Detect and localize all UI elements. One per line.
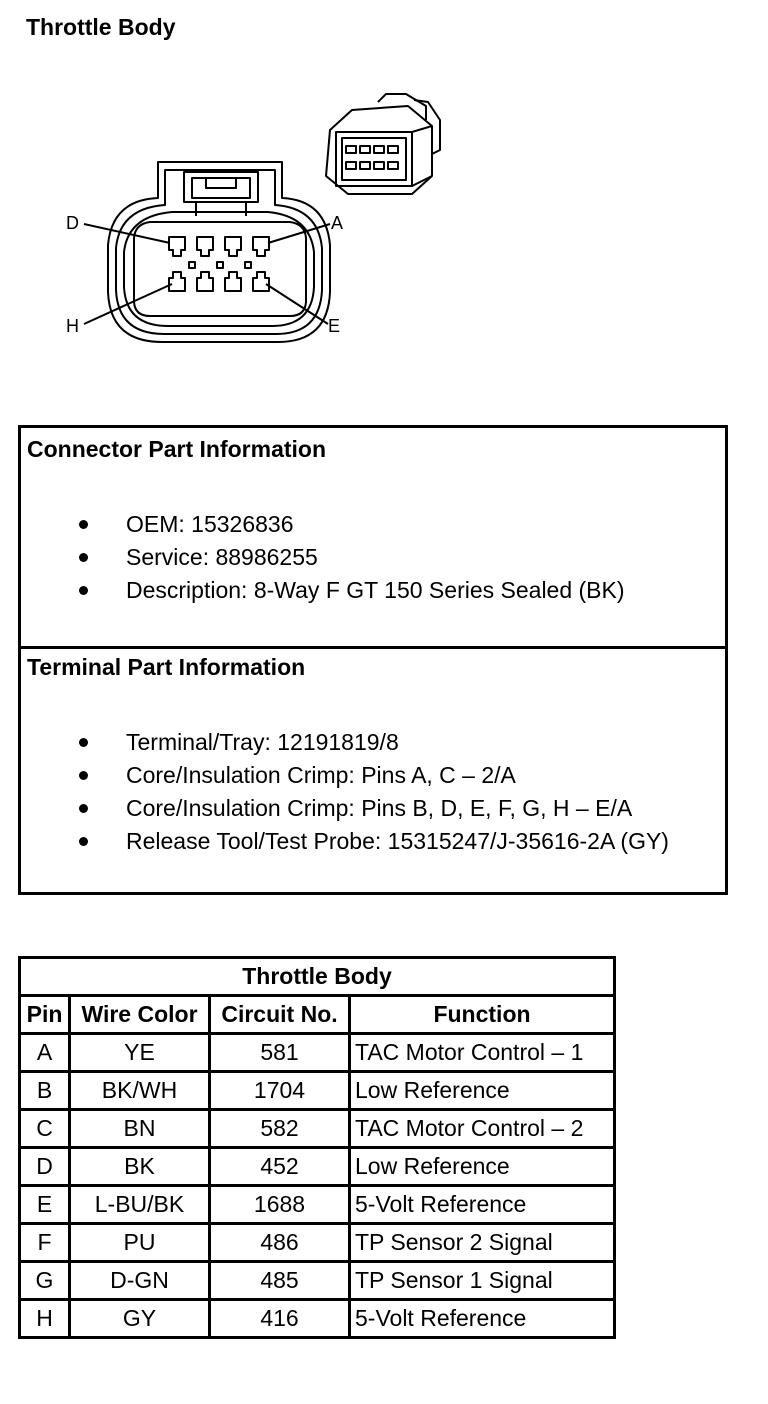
bullet-icon: [79, 586, 88, 595]
list-item: OEM: 15326836: [21, 508, 725, 541]
circuit-cell: 486: [210, 1224, 350, 1262]
wire-color-cell: YE: [70, 1034, 210, 1072]
list-item: Core/Insulation Crimp: Pins B, D, E, F, G, H – E/A: [21, 792, 725, 825]
function-cell: TAC Motor Control – 1: [350, 1034, 615, 1072]
pin-cell: F: [20, 1224, 70, 1262]
circuit-cell: 1688: [210, 1186, 350, 1224]
table-row: [20, 1262, 615, 1300]
function-cell: 5-Volt Reference: [350, 1300, 615, 1338]
wire-color-cell: BK/WH: [70, 1072, 210, 1110]
table-row: [20, 1186, 615, 1224]
table-caption: Throttle Body: [20, 958, 615, 996]
connector-info-heading: Connector Part Information: [27, 436, 327, 462]
bullet-icon: [79, 738, 88, 747]
circuit-cell: 582: [210, 1110, 350, 1148]
connector-part-info: [21, 428, 725, 649]
list-item: Service: 88986255: [21, 541, 725, 574]
pin-label-e: E: [328, 316, 341, 336]
circuit-cell: 581: [210, 1034, 350, 1072]
table-row: [20, 1300, 615, 1338]
wire-color-cell: BN: [70, 1110, 210, 1148]
page-title: Throttle Body: [26, 14, 176, 40]
pin-cell: E: [20, 1186, 70, 1224]
circuit-cell: 452: [210, 1148, 350, 1186]
table-row: [20, 1110, 615, 1148]
list-item: Description: 8-Way F GT 150 Series Sealed (BK): [21, 574, 725, 607]
pin-cell: D: [20, 1148, 70, 1186]
connector-info-list: [21, 508, 725, 607]
list-item: Core/Insulation Crimp: Pins A, C – 2/A: [21, 759, 725, 792]
table-row: [20, 1224, 615, 1262]
list-item: Release Tool/Test Probe: 15315247/J-35616-2A (GY): [21, 825, 725, 858]
bullet-icon: [79, 771, 88, 780]
wire-color-cell: D-GN: [70, 1262, 210, 1300]
top-pin-row: [169, 237, 269, 256]
bullet-icon: [79, 837, 88, 846]
table-row: [20, 1072, 615, 1110]
circuit-cell: 416: [210, 1300, 350, 1338]
column-header-function: Function: [350, 996, 615, 1034]
function-cell: TP Sensor 2 Signal: [350, 1224, 615, 1262]
pin-cell: B: [20, 1072, 70, 1110]
bullet-icon: [79, 520, 88, 529]
wire-color-cell: PU: [70, 1224, 210, 1262]
pin-table: [18, 956, 616, 1339]
part-info-box: [18, 425, 728, 895]
table-row: [20, 1148, 615, 1186]
column-header-pin: Pin: [20, 996, 70, 1034]
pin-cell: A: [20, 1034, 70, 1072]
column-header-circuit-no: Circuit No.: [210, 996, 350, 1034]
function-cell: Low Reference: [350, 1072, 615, 1110]
column-header-wire-color: Wire Color: [70, 996, 210, 1034]
bottom-pin-row: [169, 272, 269, 291]
bullet-icon: [79, 553, 88, 562]
terminal-part-info: [21, 646, 725, 892]
pin-label-a: A: [331, 213, 344, 233]
circuit-cell: 485: [210, 1262, 350, 1300]
pin-label-h: H: [66, 316, 79, 336]
pin-cell: G: [20, 1262, 70, 1300]
pin-label-d: D: [66, 213, 79, 233]
circuit-cell: 1704: [210, 1072, 350, 1110]
terminal-info-list: [21, 726, 725, 858]
wire-color-cell: BK: [70, 1148, 210, 1186]
list-item: Terminal/Tray: 12191819/8: [21, 726, 725, 759]
function-cell: Low Reference: [350, 1148, 615, 1186]
connector-diagram: [0, 80, 768, 350]
bullet-icon: [79, 804, 88, 813]
connector-3d-view: [326, 94, 440, 194]
function-cell: TP Sensor 1 Signal: [350, 1262, 615, 1300]
function-cell: 5-Volt Reference: [350, 1186, 615, 1224]
function-cell: TAC Motor Control – 2: [350, 1110, 615, 1148]
table-row: [20, 1034, 615, 1072]
wire-color-cell: GY: [70, 1300, 210, 1338]
wire-color-cell: L-BU/BK: [70, 1186, 210, 1224]
terminal-info-heading: Terminal Part Information: [27, 654, 306, 680]
pin-cell: H: [20, 1300, 70, 1338]
pin-cell: C: [20, 1110, 70, 1148]
